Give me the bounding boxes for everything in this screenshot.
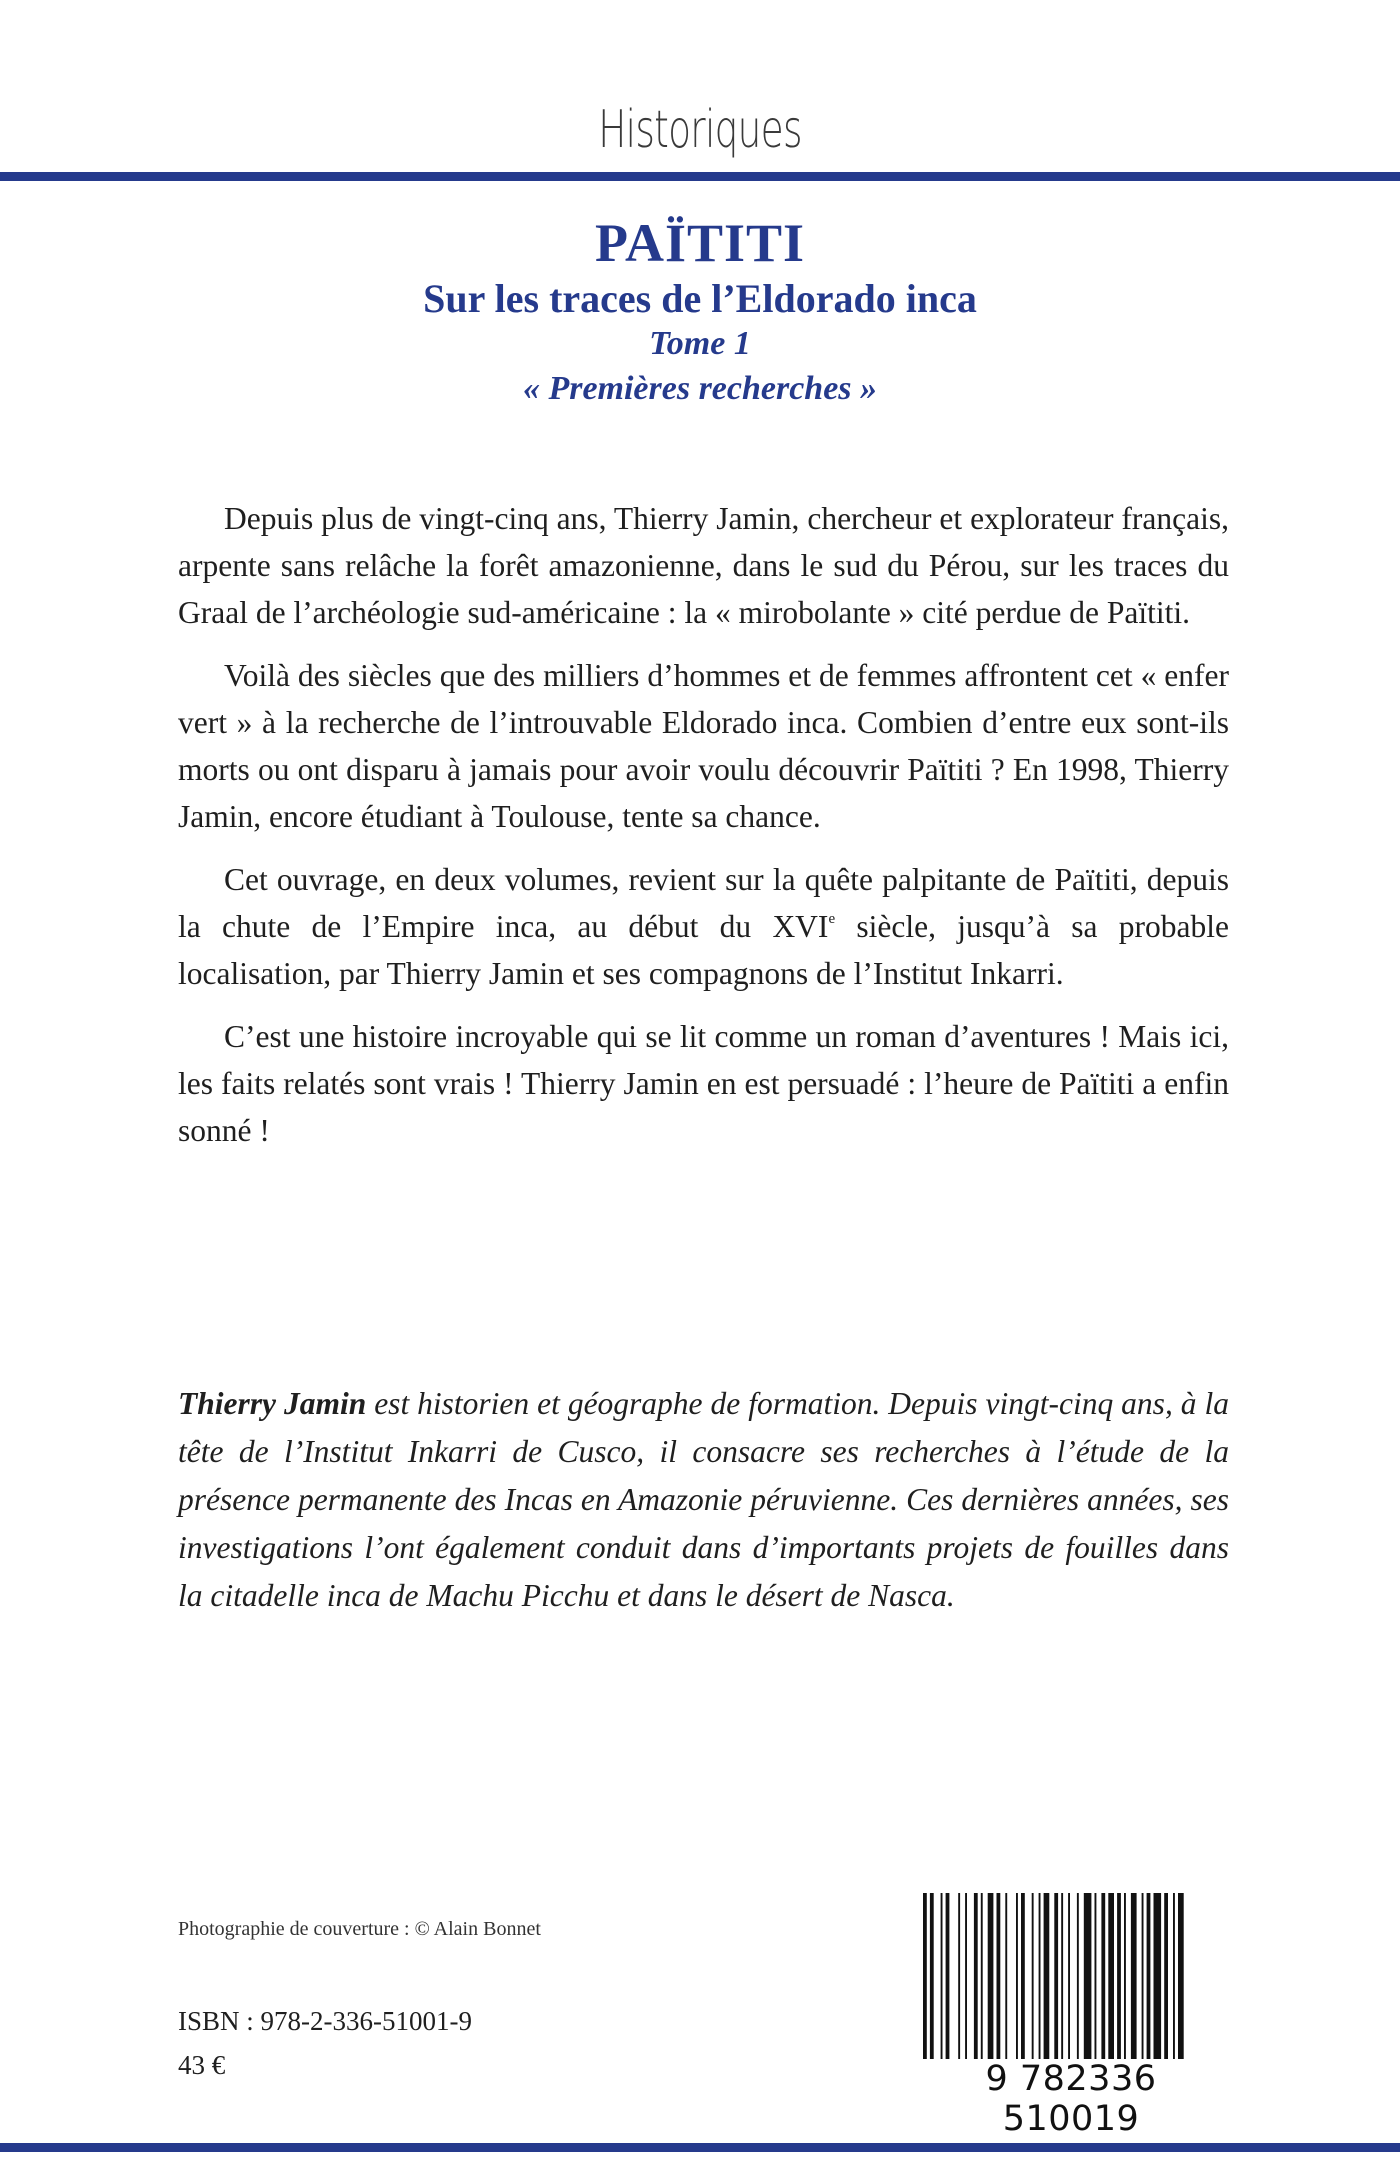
author-bio-text: est historien et géographe de formation. Depuis vingt-cinq ans, à la tête de l’Institut Inkarri de Cusco, il consacre ses recherches à l’étude de la présence permanente des Incas en Amazonie péruvienne. Ces dernières années, ses investigations l’ont également conduit dans d’importants projets de fouilles dans la citadelle inca de Machu Picchu et dans le désert de Nasca. — [178, 1386, 1229, 1613]
barcode-bar — [1101, 1893, 1105, 2059]
book-title: PAÏTITI — [594, 213, 806, 273]
barcode-bar — [930, 1893, 934, 2075]
barcode-bar — [1039, 1893, 1041, 2059]
tome-label: Tome 1 — [649, 325, 751, 362]
barcode-bar — [1044, 1893, 1050, 2059]
blurb-paragraph-3 — [178, 856, 1229, 997]
barcode-bar — [997, 1893, 1001, 2059]
bottom-rule — [0, 2143, 1400, 2152]
blurb-paragraph-1: Depuis plus de vingt-cinq ans, Thierry Jamin, chercheur et explorateur français, arpente sans relâche la forêt amazonienne, dans le sud du Pérou, sur les traces du Graal de l’archéologie sud-américaine : la « mirobolante » cité perdue de Païtiti. — [178, 501, 1229, 630]
barcode-bar — [988, 1893, 994, 2059]
isbn: ISBN : 978-2-336-51001-9 — [178, 2006, 472, 2036]
barcode-bar — [1154, 1893, 1162, 2059]
barcode-bar — [1032, 1893, 1034, 2059]
volume-title: « Premières recherches » — [522, 370, 878, 407]
barcode-bar — [974, 1893, 978, 2059]
barcode-bar — [1095, 1893, 1097, 2059]
photo-credit: Photographie de couverture : © Alain Bonnet — [178, 1918, 541, 1940]
blurb-paragraph-3-start: Cet ouvrage, en deux volumes, revient sur la quête palpitante de Païtiti, depuis la chute de l’Empire inca, au début du XVI — [178, 862, 1229, 944]
barcode-bar — [1147, 1893, 1151, 2059]
book-subtitle: Sur les traces de l’Eldorado inca — [423, 276, 977, 321]
barcode-digits: 9 782336 510019 — [919, 2059, 1223, 2111]
barcode-bar — [1061, 1893, 1063, 2075]
blurb-paragraph-2: Voilà des siècles que des milliers d’hommes et de femmes affrontent cet « enfer vert » à la recherche de l’introuvable Eldorado inca. Combien d’entre eux sont-ils morts ou ont disparu à jamais pour avoir voulu découvrir Païtiti ? En 1998, Thierry Jamin, encore étudiant à Toulouse, tente sa chance. — [178, 658, 1229, 834]
barcode-bar — [1084, 1893, 1092, 2059]
barcode-bar — [1068, 1893, 1070, 2059]
top-rule — [0, 172, 1400, 181]
blurb-paragraph-4: C’est une histoire incroyable qui se lit comme un roman d’aventures ! Mais ici, les faits relatés sont vrais ! Thierry Jamin en est persuadé : l’heure de Païtiti a enfin sonné ! — [178, 1019, 1229, 1148]
barcode-bar — [1054, 1893, 1058, 2075]
barcode-bar — [1131, 1893, 1137, 2059]
barcode-bar — [1005, 1893, 1007, 2059]
blurb-paragraph-3-end: siècle, jusqu’à sa probable localisation, par Thierry Jamin et ses compagnons de l’Institut Inkarri. — [178, 909, 1229, 991]
barcode-bar — [923, 1893, 927, 2075]
barcode-bar — [1173, 1893, 1175, 2075]
author-bio — [178, 1380, 1229, 1620]
century-superscript: e — [828, 911, 836, 927]
barcode-bar — [1021, 1893, 1025, 2059]
barcode-bar — [1117, 1893, 1121, 2059]
blurb — [178, 495, 1229, 1170]
author-name: Thierry Jamin — [178, 1386, 367, 1421]
price: 43 € — [178, 2050, 226, 2080]
barcode-bar — [965, 1893, 967, 2059]
barcode — [919, 1893, 1223, 2139]
barcode-bar — [1077, 1893, 1079, 2059]
barcode-bar — [958, 1893, 960, 2059]
barcode-bar — [1016, 1893, 1018, 2059]
barcode-bar — [1108, 1893, 1114, 2059]
barcode-bar — [1164, 1893, 1168, 2059]
barcode-bar — [1178, 1893, 1184, 2075]
barcode-bar — [941, 1893, 943, 2059]
series-logo: Historiques — [598, 100, 802, 160]
barcode-bar — [1142, 1893, 1144, 2059]
barcode-bar — [946, 1893, 950, 2059]
barcode-bar — [981, 1893, 983, 2059]
barcode-bar — [1124, 1893, 1126, 2059]
